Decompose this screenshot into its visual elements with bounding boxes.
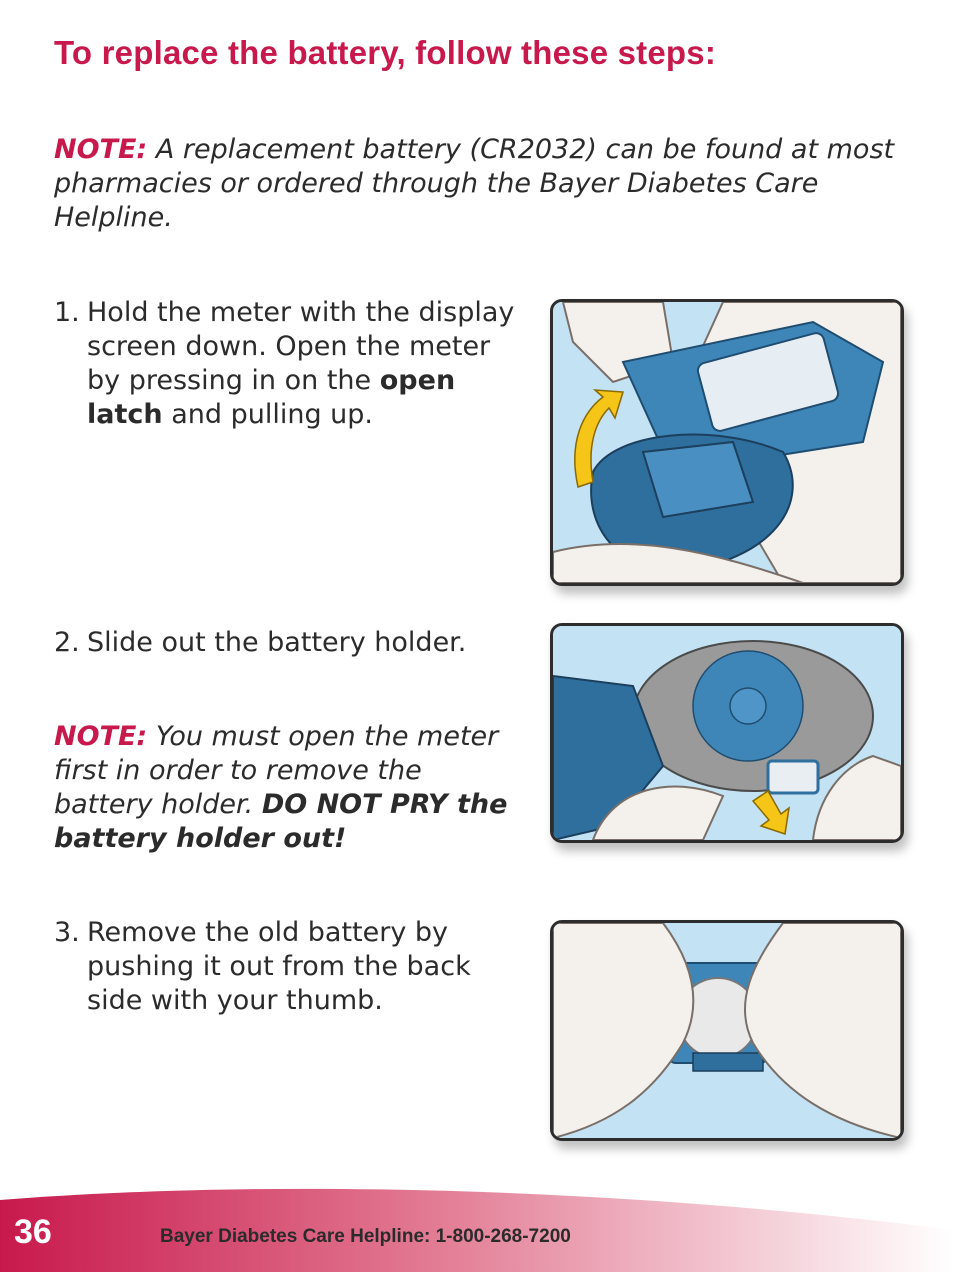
step-bold-term: open latch: [87, 365, 456, 430]
step-text: Slide out the battery holder.: [87, 627, 467, 658]
step-2: [54, 626, 524, 660]
note-label: NOTE:: [54, 721, 148, 752]
step-text: Remove the old battery by pushing it out from the back side with your thumb.: [87, 917, 471, 1016]
step-number: 2.: [54, 627, 80, 658]
step-2-photo: [550, 623, 904, 843]
step-text-end: and pulling up.: [171, 399, 374, 430]
step-3: [54, 916, 524, 1018]
note-warning: DO NOT PRY the battery holder out!: [54, 789, 508, 854]
page-number: 36: [14, 1213, 52, 1251]
helpline-text: Bayer Diabetes Care Helpline: 1-800-268-7200: [160, 1226, 571, 1247]
step-1-photo: [550, 299, 904, 586]
page-heading: To replace the battery, follow these steps:: [54, 34, 717, 71]
step-text: Hold the meter with the display screen down. Open the meter by pressing in on the: [87, 297, 515, 396]
note-label: NOTE:: [54, 134, 148, 165]
step-number: 3.: [54, 917, 80, 948]
note-text: You must open the meter first in order to remove the battery holder.: [54, 721, 499, 820]
step-number: 1.: [54, 297, 80, 328]
note-replacement-battery: [54, 133, 904, 235]
note-text: A replacement battery (CR2032) can be found at most pharmacies or ordered through the Bayer Diabetes Care Helpline.: [54, 134, 895, 233]
note-battery-holder: [54, 720, 514, 856]
step-1: [54, 296, 524, 432]
step-3-photo: [550, 920, 904, 1141]
